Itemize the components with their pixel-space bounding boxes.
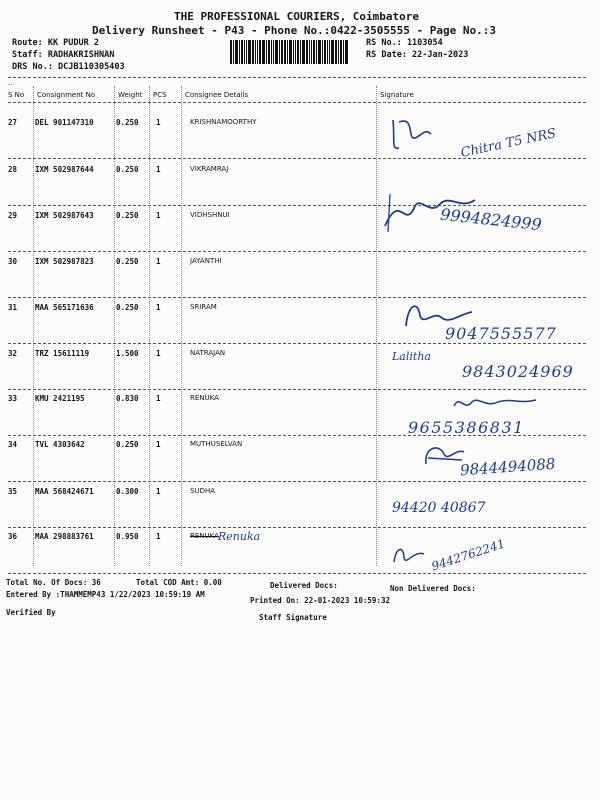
handwritten-phone: 9442762241 [429, 536, 507, 574]
printed-on: Printed On: 22-01-2023 10:59:32 [250, 596, 390, 605]
row-sno: 30 [8, 257, 18, 266]
row-weight: 0.250 [116, 118, 139, 127]
total-docs: Total No. Of Docs: 36 [6, 578, 101, 587]
handwritten-phone: 9844494088 [459, 454, 556, 480]
col-consignee: Consignee Details [185, 91, 249, 99]
row-consignment: MAA 568424671 [35, 487, 94, 496]
row-sno: 31 [8, 303, 18, 312]
table-row [0, 532, 600, 578]
row-sno: 35 [8, 487, 18, 496]
row-sno: 36 [8, 532, 18, 541]
row-consignment: MAA 298883761 [35, 532, 94, 541]
signature-scribble [385, 110, 465, 155]
row-divider [8, 158, 586, 159]
row-divider [8, 297, 586, 298]
row-pcs: 1 [156, 118, 161, 127]
handwritten-phone: 9843024969 [462, 362, 574, 381]
row-pcs: 1 [156, 211, 161, 220]
handwritten-phone: 9047555577 [445, 324, 557, 343]
row-weight: 0.250 [116, 165, 139, 174]
handwritten-phone: 9994824999 [439, 204, 543, 235]
col-signature: Signature [380, 91, 414, 99]
col-pcs: PCS [153, 91, 167, 99]
row-consignee: NATRAJAN [190, 349, 226, 357]
row-pcs: 1 [156, 257, 161, 266]
staff-signature: Staff Signature [259, 613, 327, 622]
row-consignee: RENUKA [190, 532, 219, 540]
row-sno: 27 [8, 118, 18, 127]
row-divider [8, 527, 586, 528]
signature-scribble [390, 540, 430, 570]
row-weight: 1.500 [116, 349, 139, 358]
row-divider [8, 573, 586, 574]
drs-number: DRS No.: DCJB110305403 [12, 62, 125, 72]
document-subtitle: Delivery Runsheet - P43 - Phone No.:0422-3505555 - Page No.:3 [92, 24, 496, 37]
row-sno: 28 [8, 165, 18, 174]
row-consignee: MUTHUSELVAN [190, 440, 243, 448]
row-consignment: IXM 502987643 [35, 211, 94, 220]
col-consignment: Consignment No [37, 91, 96, 99]
entered-by: Entered By :THAMMEMP43 1/22/2023 10:59:19 AM [6, 590, 205, 599]
barcode [230, 40, 349, 68]
row-consignment: MAA 565171636 [35, 303, 94, 312]
header-rule-top [8, 77, 586, 78]
handwritten-name: Renuka [218, 530, 261, 543]
rs-number: RS No.: 1103054 [366, 38, 443, 48]
row-pcs: 1 [156, 487, 161, 496]
row-consignee: VIDHSHNUI [190, 211, 230, 219]
total-cod: Total COD Amt: 0.00 [136, 578, 222, 587]
non-delivered-docs: Non Delivered Docs: [390, 584, 476, 593]
row-divider [8, 343, 586, 344]
row-consignment: IXM 502987823 [35, 257, 94, 266]
row-consignment: IXM 502987644 [35, 165, 94, 174]
row-consignee: SUDHA [190, 487, 216, 495]
row-divider [8, 389, 586, 390]
row-consignment: TRZ 15611119 [35, 349, 90, 358]
row-weight: 0.300 [116, 487, 139, 496]
col-weight: Weight [118, 91, 143, 99]
handwritten-phone: 9655386831 [408, 418, 525, 437]
route-label: Route: KK PUDUR 2 [12, 38, 99, 48]
row-weight: 0.950 [116, 532, 139, 541]
row-consignee: KRISHNAMOORTHY [190, 118, 257, 126]
row-consignment: KMU 2421195 [35, 394, 85, 403]
header-rule-bottom [8, 102, 586, 103]
rs-date: RS Date: 22-Jan-2023 [366, 50, 469, 60]
verified-by: Verified By [6, 608, 56, 617]
row-pcs: 1 [156, 349, 161, 358]
row-weight: 0.250 [116, 440, 139, 449]
row-consignee: RENUKA [190, 394, 219, 402]
row-pcs: 1 [156, 440, 161, 449]
staff-label: Staff: RADHAKRISHNAN [12, 50, 115, 60]
row-sno: 32 [8, 349, 18, 358]
row-pcs: 1 [156, 532, 161, 541]
handwritten-name: Lalitha [392, 350, 431, 363]
row-weight: 0.250 [116, 303, 139, 312]
rule-marks: .. [8, 79, 13, 87]
row-consignment: TVL 4303642 [35, 440, 85, 449]
row-consignee: JAYANTHI [190, 257, 222, 265]
row-divider [8, 205, 586, 206]
row-consignee: SRIRAM [190, 303, 217, 311]
signature-scribble [450, 392, 540, 414]
row-sno: 34 [8, 440, 18, 449]
col-sno: S No [8, 91, 25, 99]
delivered-docs: Delivered Docs: [270, 581, 338, 590]
document-title: THE PROFESSIONAL COURIERS, Coimbatore [174, 10, 420, 23]
row-sno: 29 [8, 211, 18, 220]
row-divider [8, 481, 586, 482]
handwritten-phone: 94420 40867 [392, 500, 486, 516]
row-weight: 0.250 [116, 257, 139, 266]
row-weight: 0.830 [116, 394, 139, 403]
row-weight: 0.250 [116, 211, 139, 220]
row-sno: 33 [8, 394, 18, 403]
row-pcs: 1 [156, 394, 161, 403]
row-consignee: VIKRAMRAJ [190, 165, 229, 173]
row-divider [8, 251, 586, 252]
row-pcs: 1 [156, 165, 161, 174]
row-pcs: 1 [156, 303, 161, 312]
row-consignment: DEL 901147310 [35, 118, 94, 127]
handwritten-note: Chitra T5 NRS [459, 126, 558, 161]
